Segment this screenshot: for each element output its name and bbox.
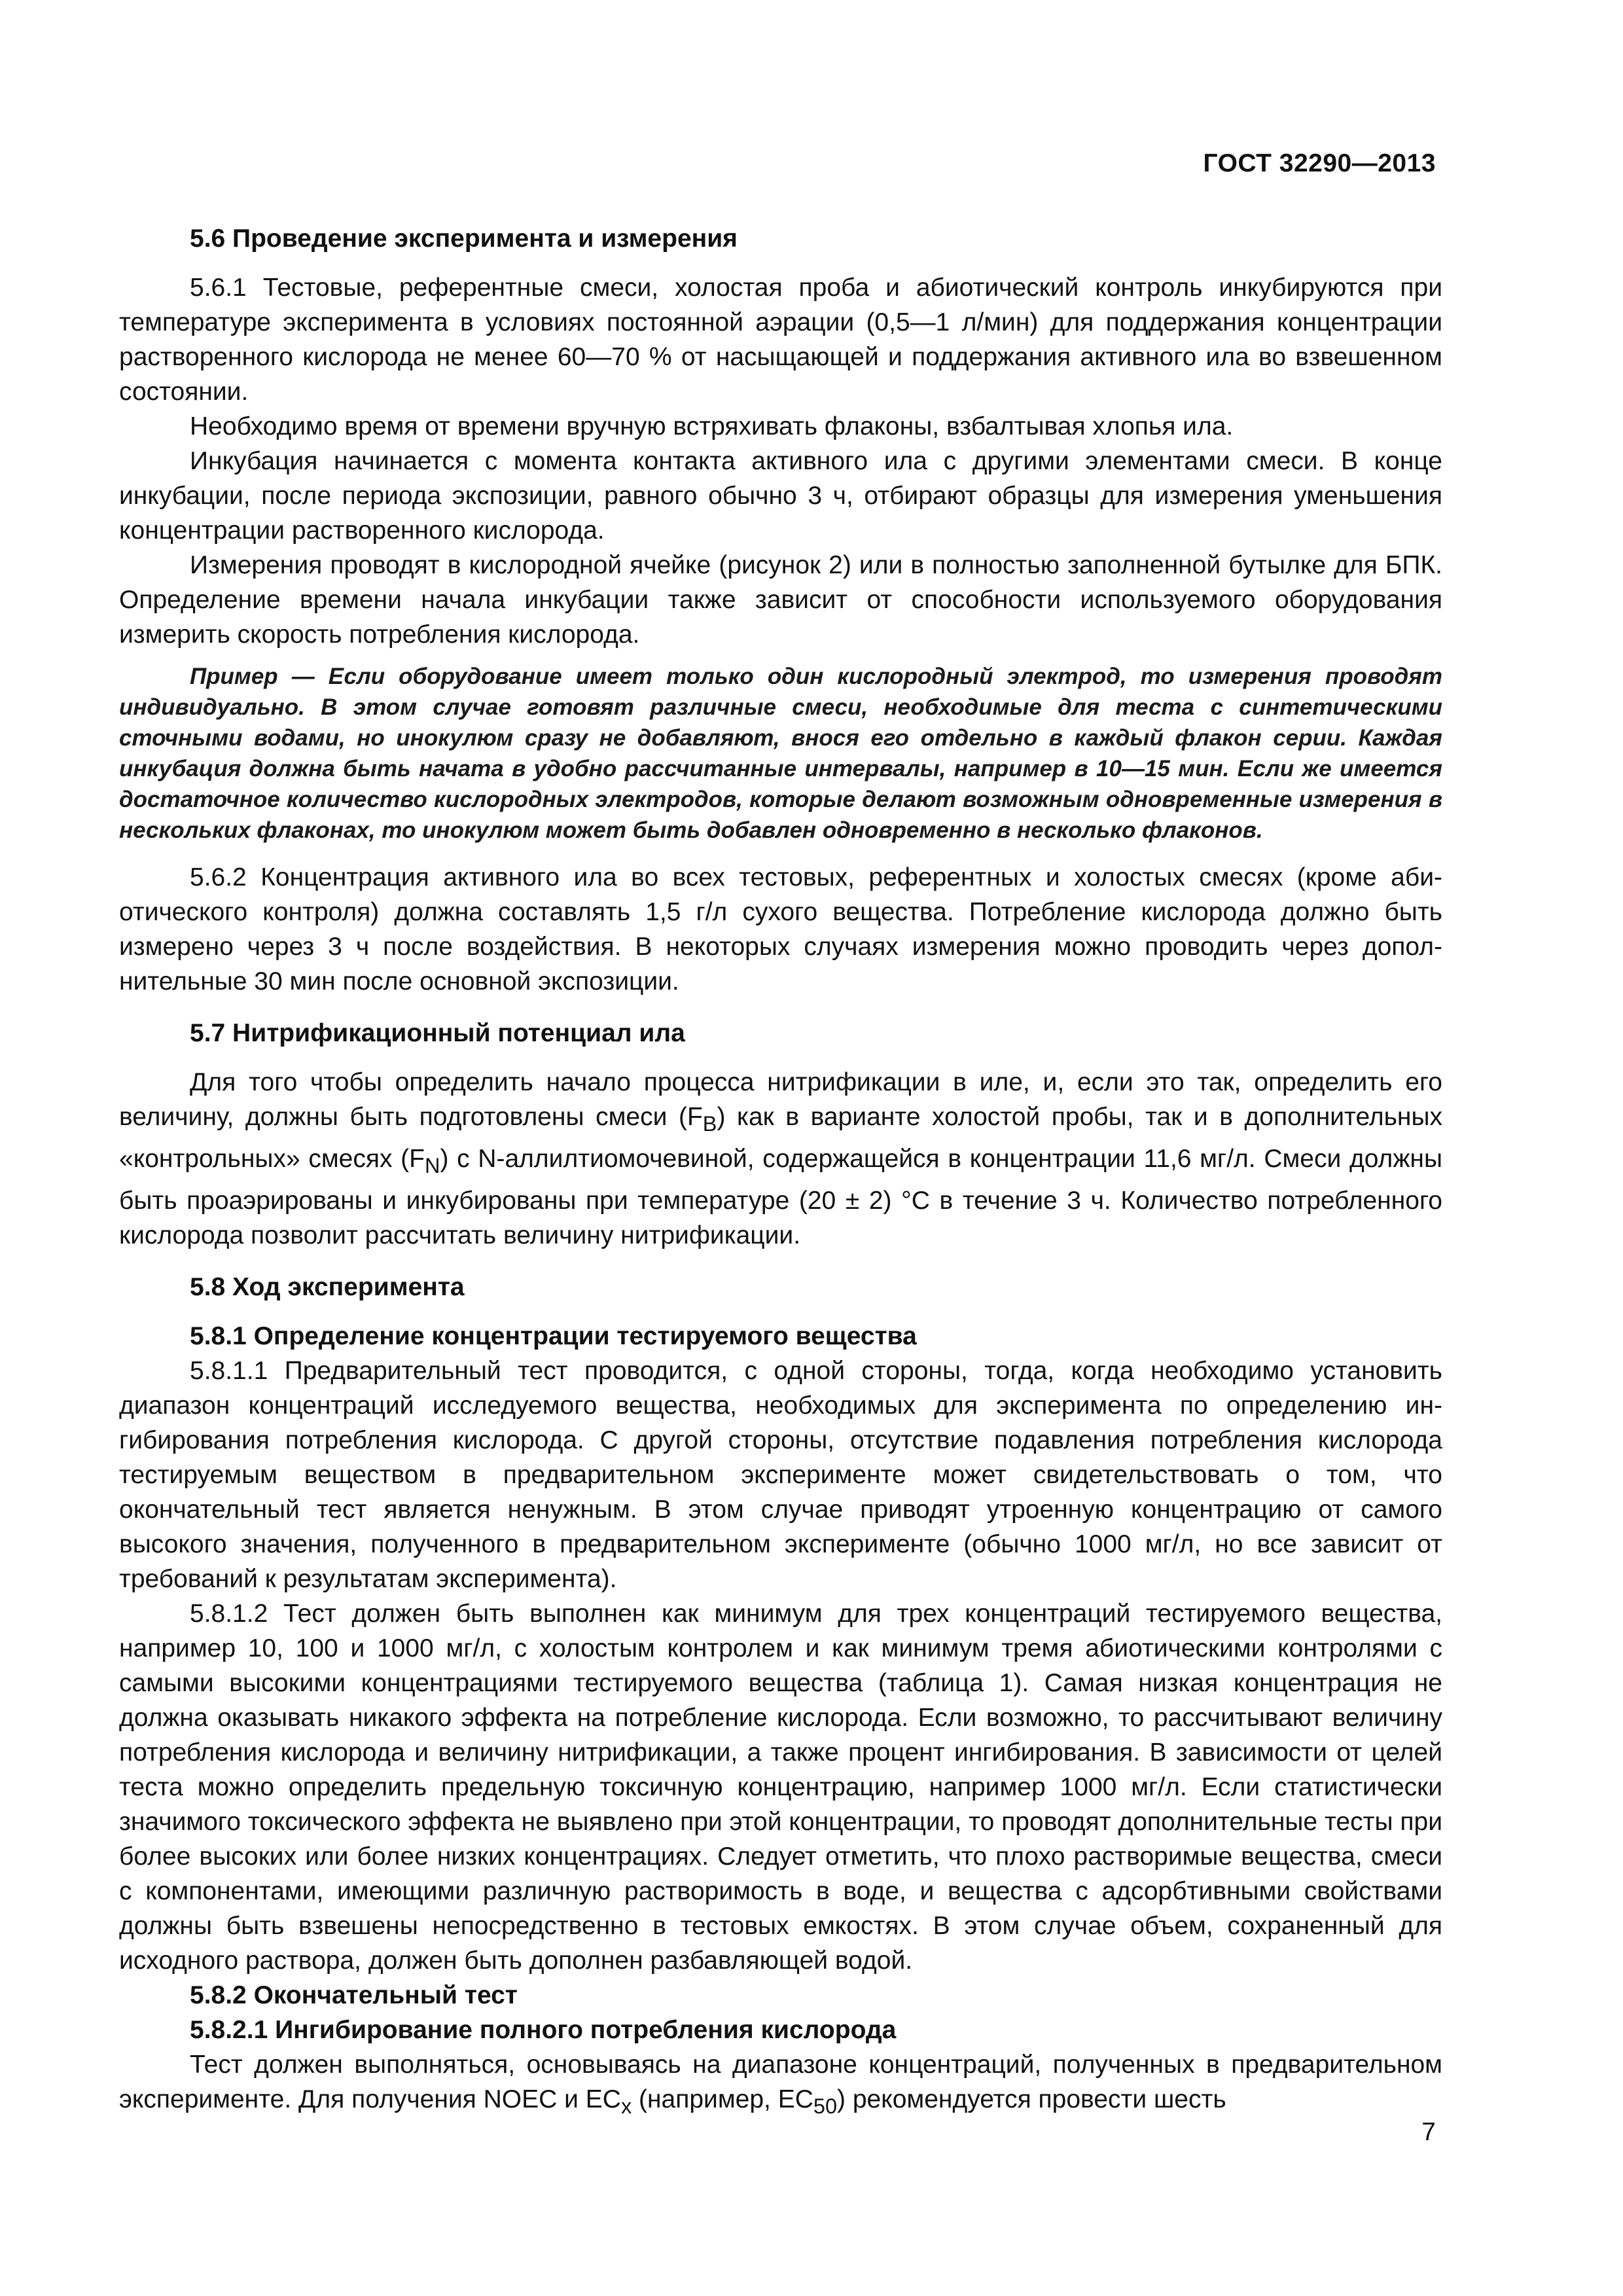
final-test-text-a: Тест должен выполняться, основываясь на диапазоне концентраций, полученных в предварительном эксперименте. Для получения NOEC и EC	[119, 2050, 1442, 2113]
subscript-fb: B	[702, 1111, 717, 1136]
paragraph-shake-flasks: Необходимо время от времени вручную встряхивать флаконы, взбалтывая хлопья ила.	[190, 412, 1234, 440]
document-body	[119, 221, 1442, 2123]
section-5-8-heading: 5.8 Ход эксперимента	[190, 1272, 465, 1301]
section-5-8-2-1-heading: 5.8.2.1 Ингибирование полного потребления кислорода	[190, 2015, 897, 2044]
final-test-text-c: ) рекомендуется провести шесть	[837, 2085, 1226, 2113]
paragraph-5-6-2: 5.6.2 Концентрация активного ила во всех тестовых, референтных и холостых смесях (кроме абиотического контроля) должна составлять 1,5 г/л сухого вещества. Потребление кислорода должно быть измерено через 3 ч после воздействия. В некоторых случаях измерения можно проводить через дополнительные 30 мин после основной экспозиции.	[119, 863, 1442, 996]
paragraph-measurements: Измерения проводят в кислородной ячейке (рисунок 2) или в полностью заполненной бутылке для БПК. Определение времени начала инкубации также зависит от способности используемого оборудования измерить скорость потребления кислорода.	[119, 551, 1442, 649]
section-5-7-heading: 5.7 Нитрификационный потенциал ила	[190, 1019, 685, 1047]
paragraph-5-8-1-2: 5.8.1.2 Тест должен быть выполнен как минимум для трех концентраций тестируемого вещества, например 10, 100 и 1000 мг/л, с холостым контролем и как минимум тремя абиотическими контролями с самыми высокими концентрациями тестируемого вещества (таблица 1). Самая низкая концентрация не должна оказывать никакого эффекта на потребление кислорода. Если возможно, то рассчитывают величину потребления кислорода и величину нитрификации, а также процент ингибирования. В зависимости от целей теста можно определить предельную токсичную концентрацию, например 1000 мг/л. Если статистически значимого токсического эффекта не выявлено при этой концентрации, то проводят дополнительные тесты при более высоких или более низких концентрациях. Следует отметить, что плохо растворимые вещества, смеси с компонентами, имеющими различную растворимость в воде, и вещества с адсорбтивными свойствами должны быть взвешены непосредственно в тестовых емкостях. В этом случае объем, сохраненный для исходного раствора, должен быть дополнен разбавляющей водой.	[119, 1599, 1442, 1975]
paragraph-nitrification	[119, 1065, 1442, 1253]
nitrification-text-c: ) с N-аллилтиомочевиной, содержащейся в концентрации 11,6 мг/л. Смеси должны быть проаэрированы и инкубированы при температуре (20 ± 2) °С в течение 3 ч. Количество потребленного кислорода позволит рассчитать величину нитрификации.	[119, 1144, 1442, 1249]
nitrification-text-a: Для того чтобы определить начало процесса нитрификации в иле, и, если это так, определить его величину, должны быть подготовлены смеси (F	[119, 1068, 1442, 1131]
page-number: 7	[1421, 2118, 1436, 2146]
final-test-text-b: (например, EC	[632, 2085, 813, 2113]
example-note: Пример — Если оборудование имеет только один кислородный электрод, то измерения проводят индивидуально. В этом случае готовят различные смеси, необходимые для теста с синтетическими сточными водами, но инокулюм сразу не добавляют, внося его отдельно в каждый флакон серии. Каждая инкубация должна быть начата в удобно рассчитанные интервалы, например в 10—15 мин. Если же имеется достаточное количество кислородных электродов, которые делают возможным одновременные измерения в нескольких флаконах, то инокулюм может быть добавлен одновременно в несколько флаконов.	[119, 664, 1442, 843]
paragraph-5-8-1-1: 5.8.1.1 Предварительный тест проводится, с одной стороны, тогда, когда необходимо установить диапазон концентраций исследуемого вещества, необходимых для эксперимента по определению ингибирования потребления кислорода. С другой стороны, отсутствие подавления потребления кислорода тестируемым веществом в предварительном эксперименте может свидетельствовать о том, что окончательный тест является ненужным. В этом случае приводят утроенную концентрацию от самого высокого значения, полученного в предварительном эксперименте (обычно 1000 мг/л, но все зависит от требований к результатам эксперимента).	[119, 1356, 1442, 1593]
nitrification-text-b: ) как в варианте холостой пробы, так и в дополнительных «контрольных» смесях (F	[119, 1103, 1442, 1173]
section-5-8-2-heading: 5.8.2 Окончательный тест	[190, 1981, 518, 2009]
subscript-ec50: 50	[813, 2094, 838, 2118]
subscript-fn: N	[424, 1153, 440, 1177]
paragraph-incubation-start: Инкубация начинается с момента контакта активного ила с другими элементами смеси. В конце инкубации, после периода экспозиции, равного обычно 3 ч, отбирают образцы для измерения уменьшения концентрации растворенного кислорода.	[119, 447, 1442, 545]
section-5-6-heading: 5.6 Проведение эксперимента и измерения	[190, 224, 738, 253]
section-5-8-1-heading: 5.8.1 Определение концентрации тестируемого вещества	[190, 1321, 917, 1350]
paragraph-final-test	[119, 2047, 1442, 2124]
subscript-ecx: x	[620, 2094, 632, 2118]
paragraph-5-6-1: 5.6.1 Тестовые, референтные смеси, холостая проба и абиотический контроль инкубируются при температуре эксперимента в условиях постоянной аэрации (0,5—1 л/мин) для поддержания концентрации растворенного кислорода не менее 60—70 % от насыщающей и поддержания активного ила во взвешенном состоянии.	[119, 274, 1442, 406]
document-code: ГОСТ 32290—2013	[1203, 149, 1436, 177]
